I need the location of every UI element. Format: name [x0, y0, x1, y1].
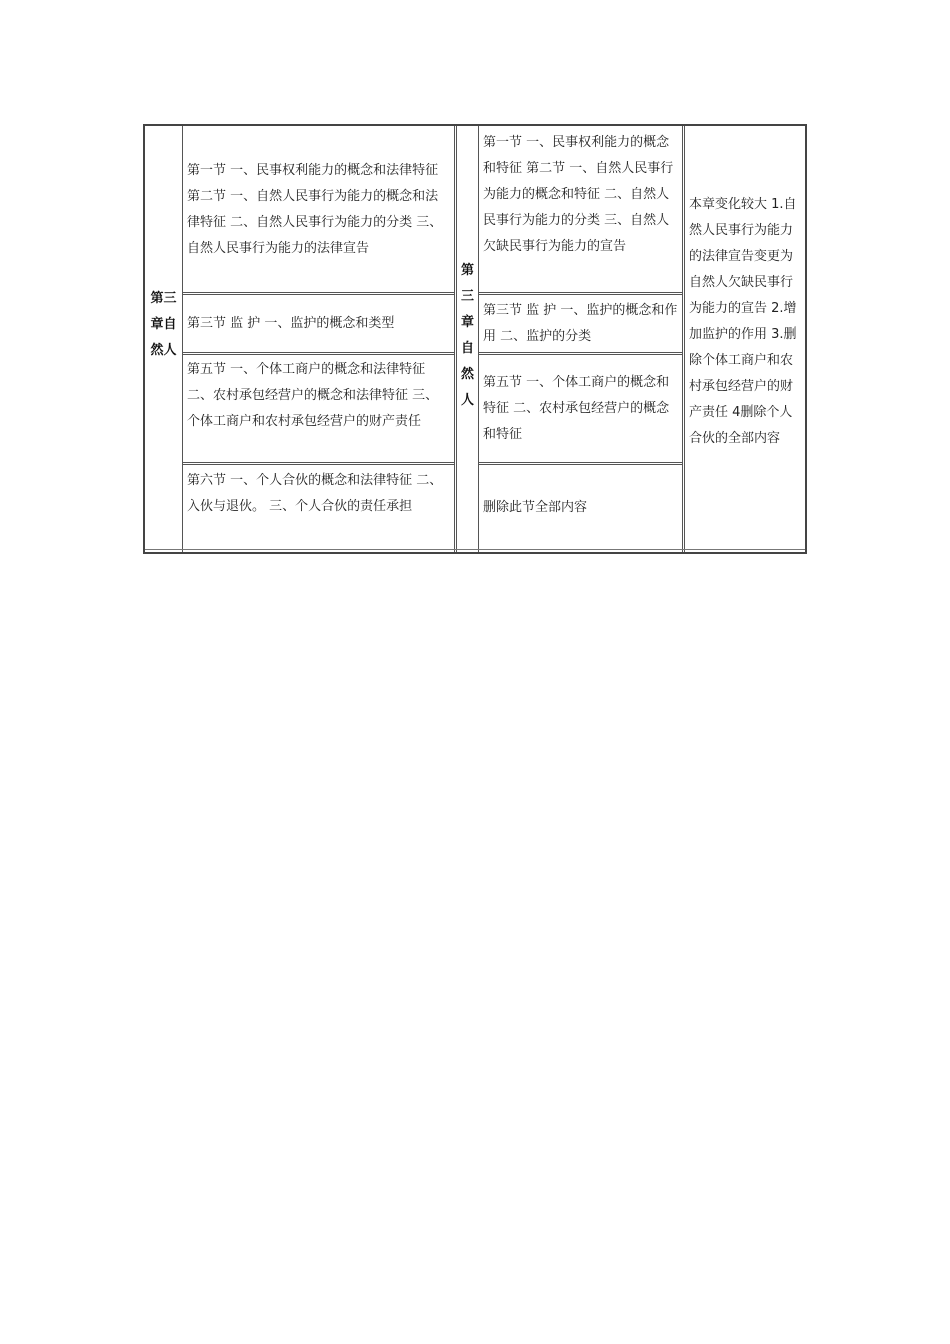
old-chapter-column	[145, 126, 183, 552]
new-sections-column	[479, 126, 685, 552]
old-section-1: 第一节 一、民事权利能力的概念和法律特征 第二节 一、自然人民事行为能力的概念和法律特征 二、自然人民事行为能力的分类 三、自然人民事行为能力的法律宣告	[187, 163, 443, 256]
change-notes: 本章变化较大 1.自然人民事行为能力的法律宣告变更为自然人欠缺民事行为能力的宣告 2.增加监护的作用 3.删除个体工商户和农村承包经营户的财产责任 4删除个人合伙的全部内容	[689, 197, 797, 446]
notes-column	[685, 126, 805, 552]
new-section-5: 第五节 一、个体工商户的概念和特征 二、农村承包经营户的概念和特征	[483, 375, 670, 442]
new-section-1: 第一节 一、民事权利能力的概念和特征 第二节 一、自然人民事行为能力的概念和特征 二、自然人民事行为能力的分类 三、自然人欠缺民事行为能力的宣告	[483, 135, 674, 254]
new-section-6: 删除此节全部内容	[483, 500, 588, 515]
table-bottom-rule	[145, 549, 805, 550]
new-chapter-column	[457, 126, 479, 552]
old-sections-column	[183, 126, 457, 552]
old-section-5: 第五节 一、个体工商户的概念和法律特征 二、农村承包经营户的概念和法律特征 三、个体工商户和农村承包经营户的财产责任	[187, 362, 439, 429]
comparison-table	[143, 124, 807, 554]
old-section-6: 第六节 一、个人合伙的概念和法律特征 二、入伙与退伙。 三、个人合伙的责任承担	[187, 473, 443, 514]
new-chapter-title: 第三章自然人	[460, 263, 474, 408]
new-section-3: 第三节 监 护 一、监护的概念和作用 二、监护的分类	[483, 303, 678, 344]
old-section-3: 第三节 监 护 一、监护的概念和类型	[187, 316, 395, 331]
old-chapter-title: 第三章自然人	[150, 291, 177, 358]
row-divider	[183, 292, 454, 295]
row-divider	[479, 352, 682, 355]
